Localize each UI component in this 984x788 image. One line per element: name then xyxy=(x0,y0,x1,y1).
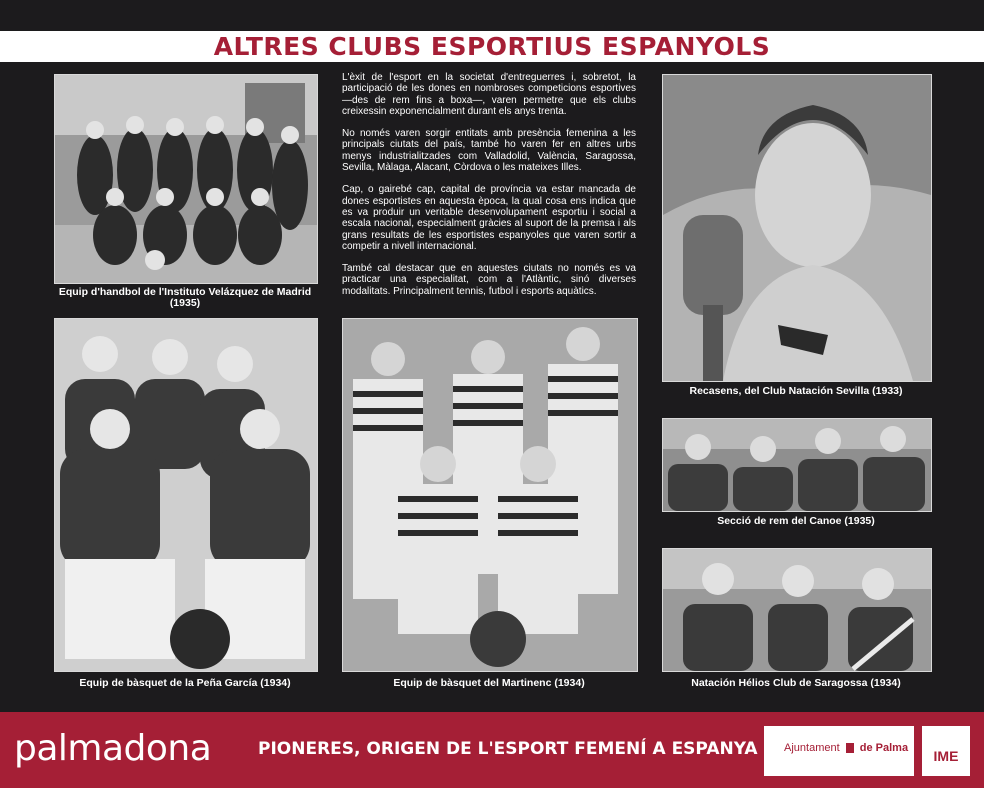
caption-canoe: Secció de rem del Canoe (1935) xyxy=(717,515,875,527)
photo-handbol xyxy=(54,74,318,284)
photo-pena-garcia xyxy=(54,318,318,672)
palmadona-logo: palmadona xyxy=(14,728,212,769)
paragraph-1: L'èxit de l'esport en la societat d'entreguerres i, sobretot, la participació de les dones en nombroses competicions esportives —des de rem fins a boxa—, varen permetre que els clubs creixessin exponencialment durant els anys trenta. xyxy=(342,72,636,117)
caption-handbol: Equip d'handbol de l'Instituto Velázquez de Madrid (1935) xyxy=(58,286,312,309)
de-palma-label: de Palma xyxy=(859,742,909,754)
footer-bar xyxy=(0,712,984,788)
caption-recasens: Recasens, del Club Natación Sevilla (1933) xyxy=(689,385,903,397)
paragraph-3: Cap, o gairebé cap, capital de província va estar mancada de dones esportistes en aquesta època, la qual cosa ens indica que es va produir un veritable desenvolupament esportiu i social a escala nacional, especialment gràcies al suport de la premsa i als grans resultats de les esportistes espanyoles que varen sortir a competir a nivell internacional. xyxy=(342,184,636,252)
photo-martinenc xyxy=(342,318,638,672)
ime-label: IME xyxy=(933,748,959,764)
coat-of-arms-icon xyxy=(846,743,854,753)
body-text xyxy=(342,72,636,308)
caption-helios: Natación Hélios Club de Saragossa (1934) xyxy=(691,677,901,689)
ajuntament-label: Ajuntament xyxy=(784,742,840,754)
footer-tagline: PIONERES, ORIGEN DE L'ESPORT FEMENÍ A ESPANYA xyxy=(258,739,758,759)
page-title: ALTRES CLUBS ESPORTIUS ESPANYOLS xyxy=(213,32,771,61)
paragraph-2: No només varen sorgir entitats amb presència femenina a les principals ciutats del país, també ho varen fer en altres urbs menys industrialitzades com Valladolid, València, Saragossa, Sevilla, Màlaga, Alacant, Còrdova o les mateixes Illes. xyxy=(342,128,636,174)
ajuntament-logo xyxy=(764,726,914,776)
ime-logo xyxy=(922,726,970,776)
paragraph-4: També cal destacar que en aquestes ciutats no només es va practicar una especialitat, com a l'Atlàntic, sinó diverses modalitats. Principalment tennis, futbol i esports aquàtics. xyxy=(342,263,636,297)
photo-recasens xyxy=(662,74,932,382)
photo-helios xyxy=(662,548,932,672)
caption-martinenc: Equip de bàsquet del Martinenc (1934) xyxy=(393,677,585,689)
caption-pena-garcia: Equip de bàsquet de la Peña García (1934) xyxy=(79,677,291,689)
title-bar xyxy=(0,31,984,62)
photo-canoe xyxy=(662,418,932,512)
